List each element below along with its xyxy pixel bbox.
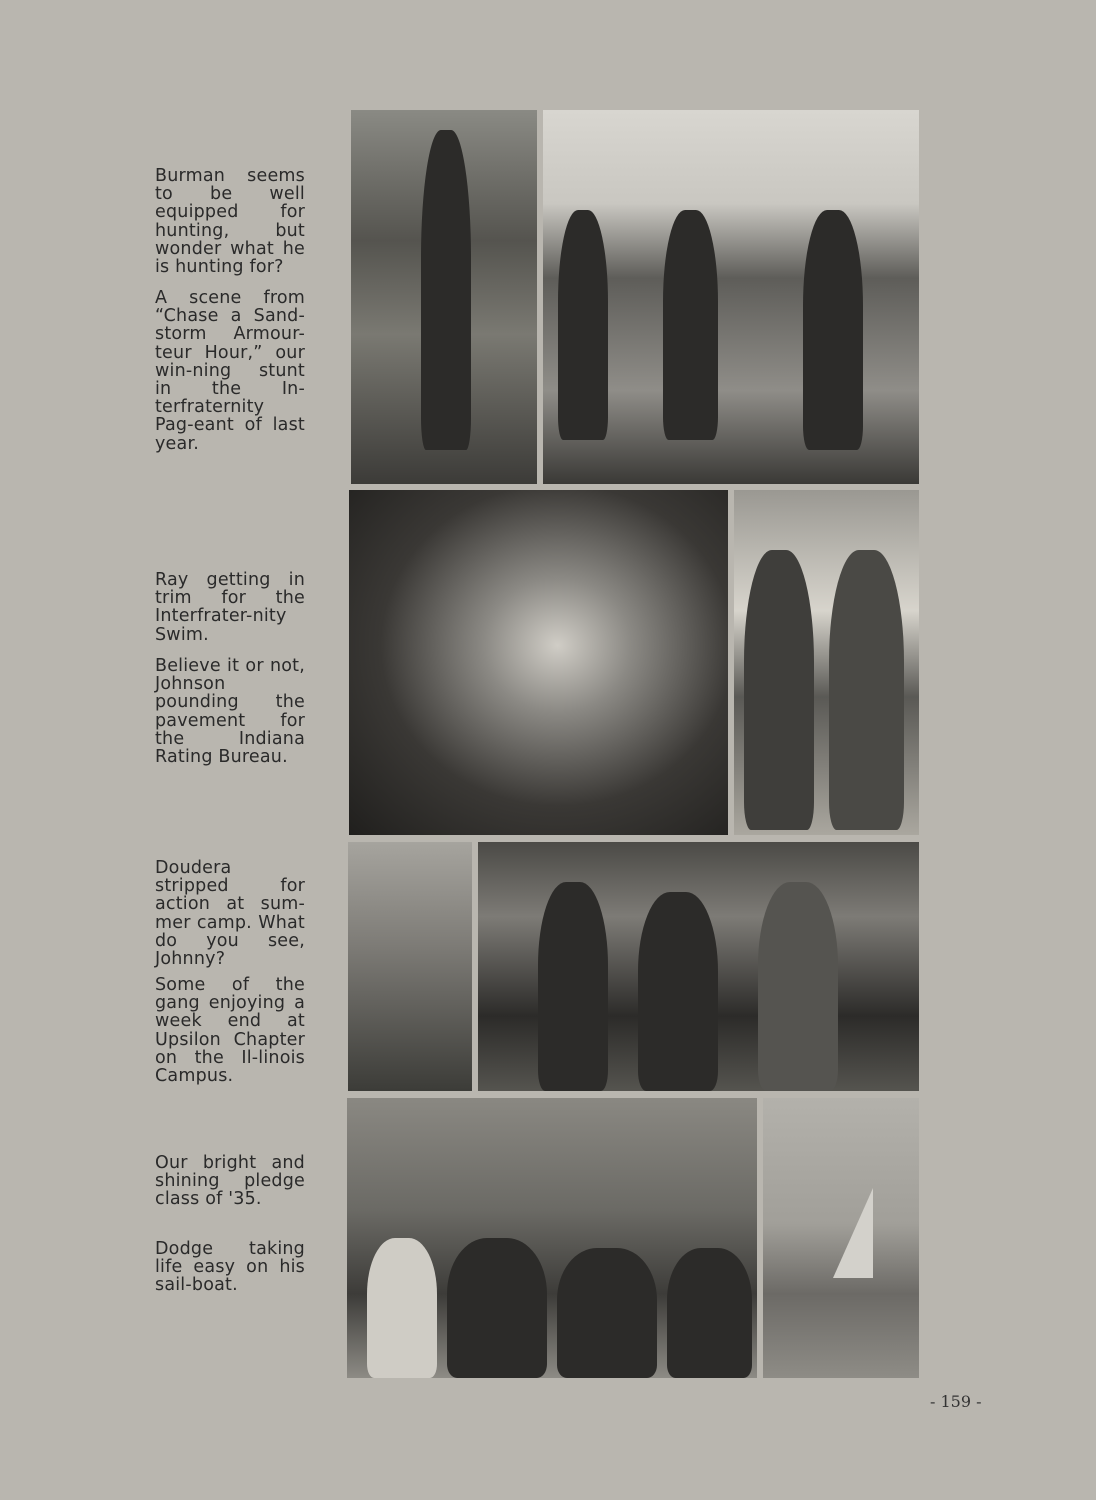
- caption-doudera: Doudera stripped for action at sum-mer camp. What do you see, Johnny?: [155, 858, 305, 970]
- caption-ray-swim: Ray getting in trim for the Interfrater-nity Swim.: [155, 570, 305, 645]
- page-number: - 159 -: [930, 1392, 982, 1411]
- photo-hunter-with-dog: [351, 110, 537, 484]
- photo-pageant-stunt: [543, 110, 919, 484]
- caption-pledge-class: Our bright and shining pledge class of '35.: [155, 1153, 305, 1210]
- photo-surveyor: [348, 842, 472, 1091]
- photo-group-in-suits: [478, 842, 919, 1091]
- caption-gang-illinois: Some of the gang enjoying a week end at Upsilon Chapter on the Il-linois Campus.: [155, 975, 305, 1087]
- caption-burman: Burman seems to be well equipped for hunting, but wonder what he is hunting for?: [155, 166, 305, 278]
- photo-two-men-walking: [734, 490, 919, 835]
- photo-pledge-class: [347, 1098, 757, 1378]
- caption-dodge-sailboat: Dodge taking life easy on his sail-boat.: [155, 1239, 305, 1296]
- photo-sailboat: [763, 1098, 919, 1378]
- caption-johnson: Believe it or not, Johnson pounding the pavement for the Indiana Rating Bureau.: [155, 656, 305, 768]
- photo-swimmer: [349, 490, 728, 835]
- caption-pageant-scene: A scene from “Chase a Sand-storm Armour-teur Hour,” our win-ning stunt in the In-terfraternity Pag-eant of last year.: [155, 288, 305, 454]
